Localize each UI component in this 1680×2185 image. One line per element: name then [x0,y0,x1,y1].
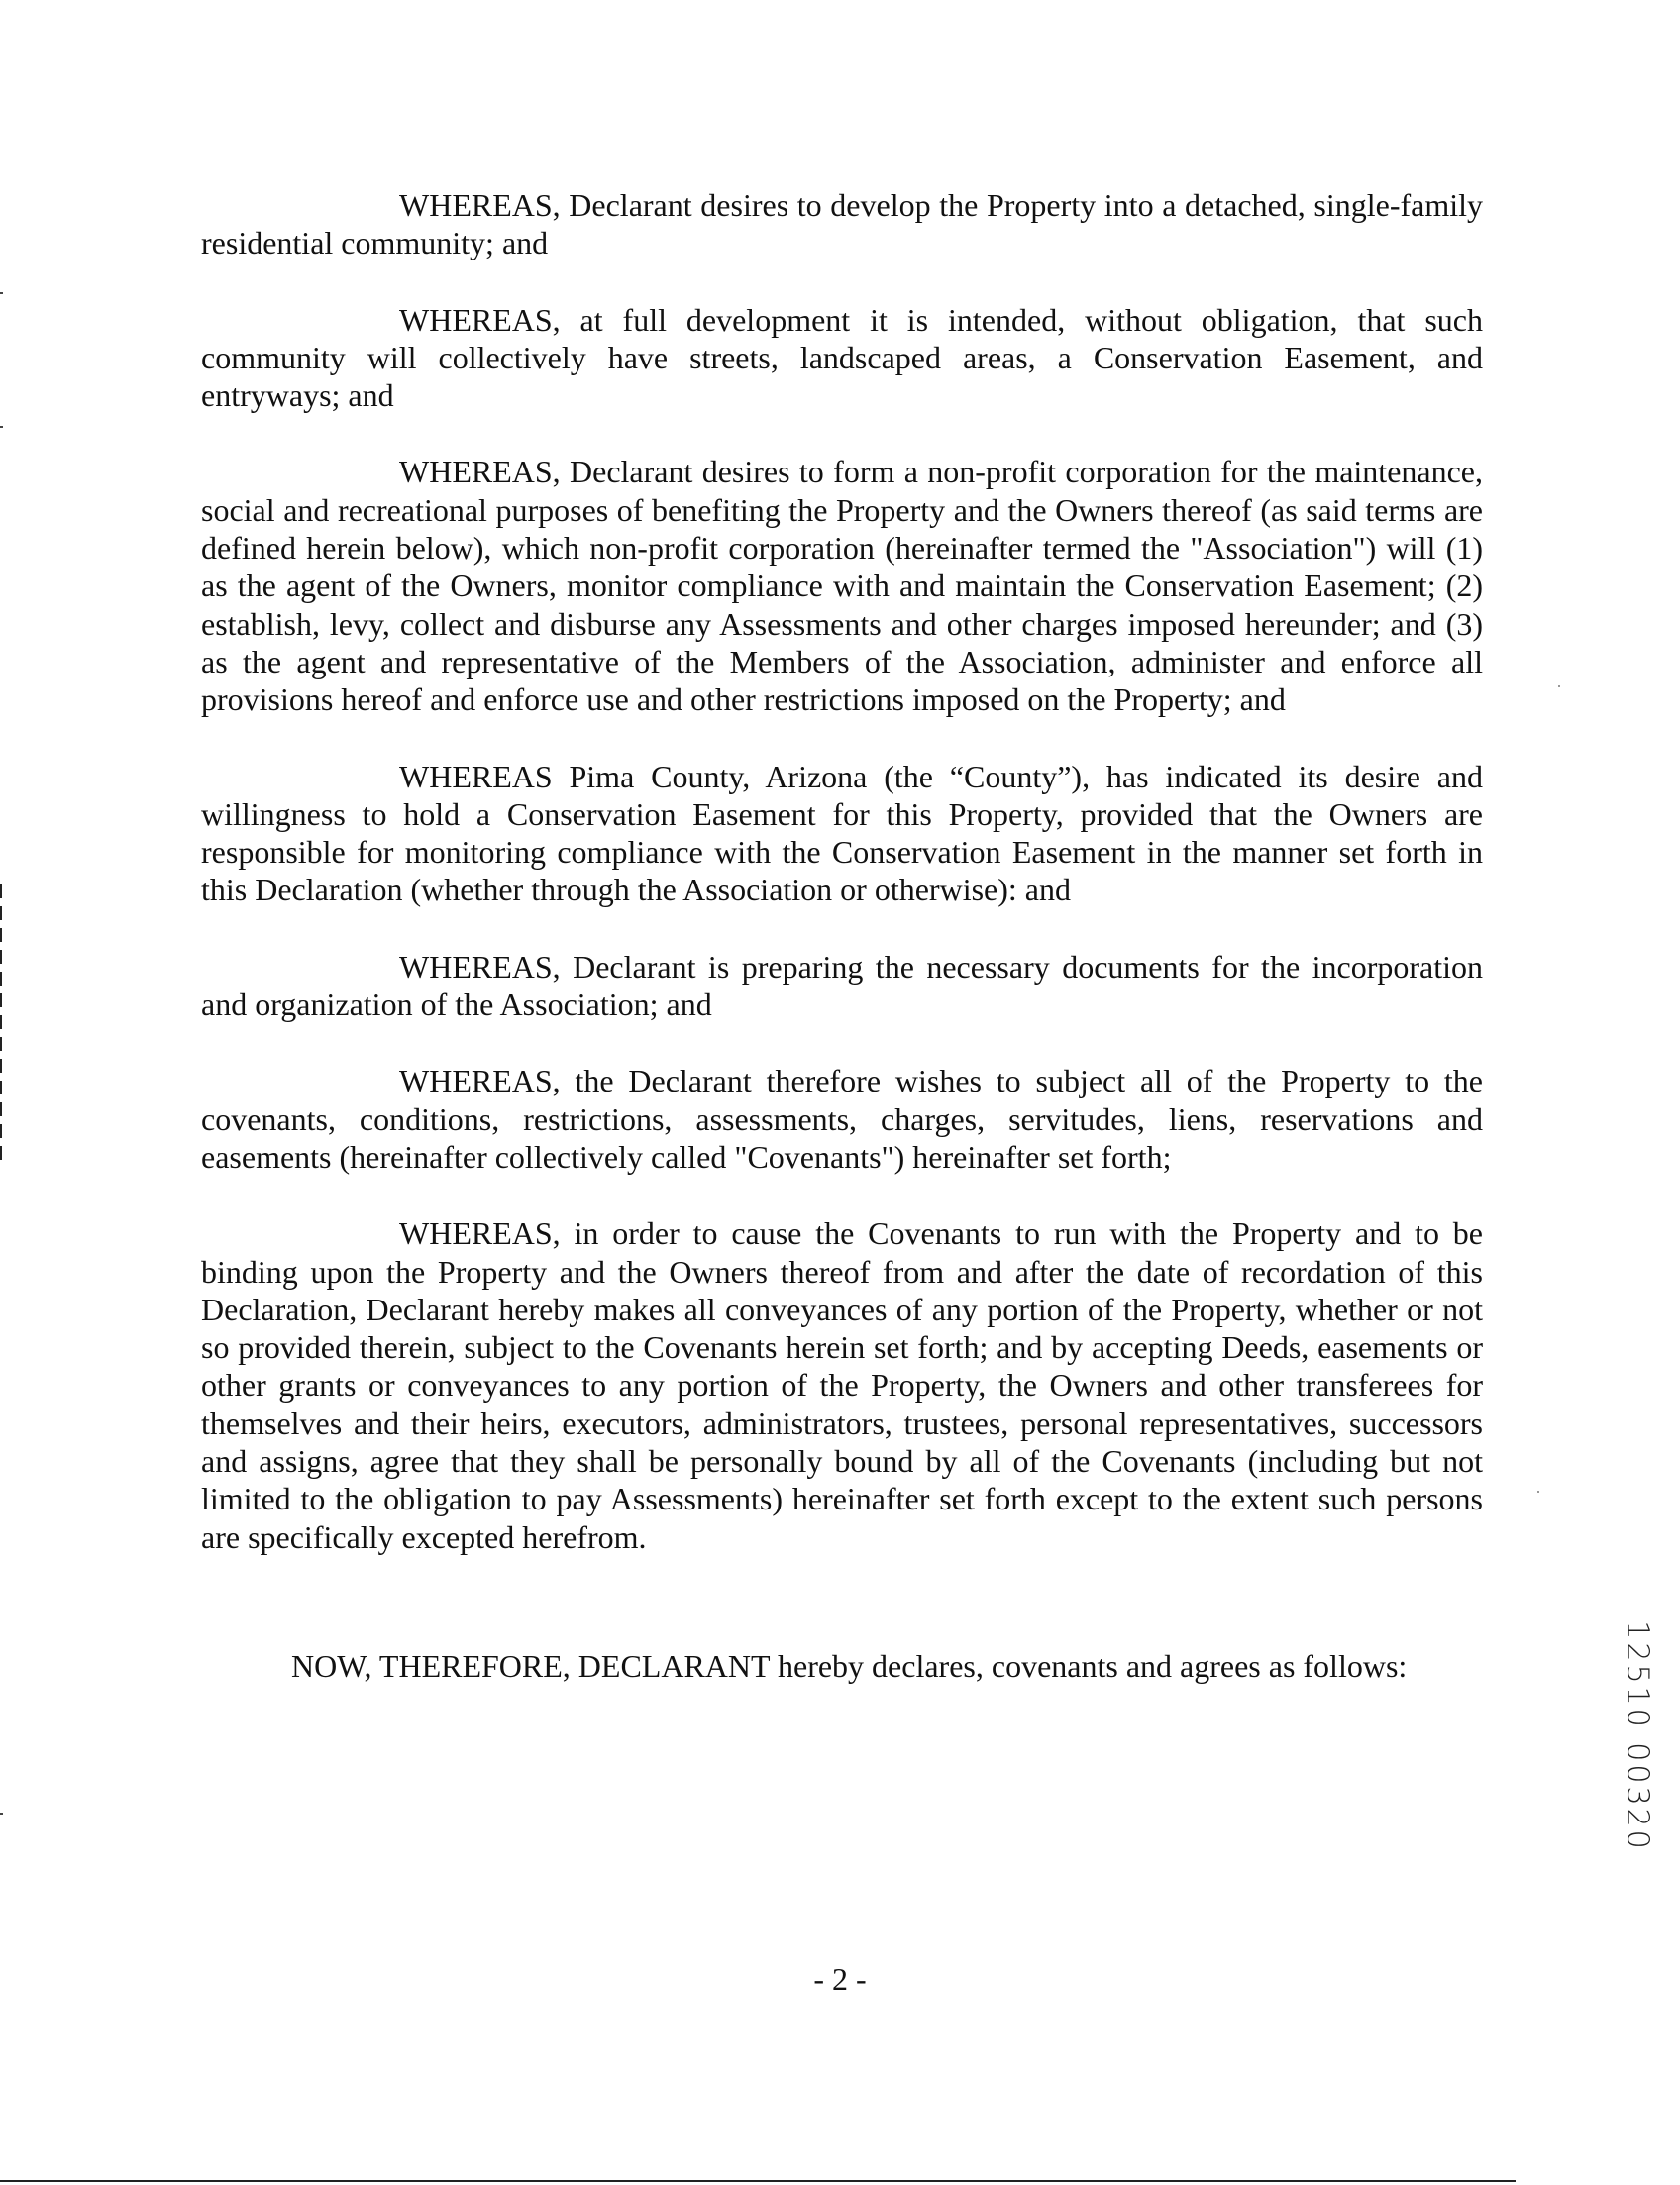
recital-paragraph-3: WHEREAS, Declarant desires to form a non-profit corporation for the maintenance, social and recreational purposes of benefiting the Property and the Owners thereof (as said terms are defined herein below), which non-profit corporation (hereinafter termed the "Association") will (1) as the agent of the Owners, monitor compliance with and maintain the Conservation Easement; (2) establish, levy, collect and disburse any Assessments and other charges imposed hereunder; and (3) as the agent and representative of the Members of the Association, administer and enforce all provisions hereof and enforce use and other restrictions imposed on the Property; and [201,454,1483,718]
recital-paragraph-5: WHEREAS, Declarant is preparing the necessary documents for the incorporation and organization of the Association; and [201,948,1483,1023]
recital-paragraph-7: WHEREAS, in order to cause the Covenants to run with the Property and to be binding upon the Property and the Owners thereof from and after the date of recordation of this Declaration, Declarant hereby makes all conveyances of any portion of the Property, whether or not so provided therein, subject to the Covenants herein set forth; and by accepting Deeds, easements or other grants or conveyances to any portion of the Property, the Owners and other transferees for themselves and their heirs, executors, administrators, trustees, personal representatives, successors and assigns, agree that they shall be personally bound by all of the Covenants (including but not limited to the obligation to pay Assessments) hereinafter set forth except to the extent such persons are specifically excepted herefrom. [201,1215,1483,1555]
bottom-edge-line [0,2180,1516,2182]
scan-edge-mark [0,884,2,1162]
recording-stamp [1621,1608,1654,1865]
document-body [201,186,1483,1556]
scan-speck [1558,685,1560,687]
recital-paragraph-1: WHEREAS, Declarant desires to develop the Property into a detached, single-family residential community; and [201,187,1483,261]
recording-stamp-number: 12510 00320 [1620,1620,1655,1852]
recital-paragraph-6: WHEREAS, the Declarant therefore wishes to subject all of the Property to the covenants, conditions, restrictions, assessments, charges, servitudes, liens, reservations and easements (hereinafter collectively called "Covenants") hereinafter set forth; [201,1063,1483,1175]
scan-edge-tick [0,1813,3,1815]
page-number: - 2 - [813,1961,867,1997]
scan-edge-tick [0,426,3,428]
recital-paragraph-2: WHEREAS, at full development it is intended, without obligation, that such community will collectively have streets, landscaped areas, a Conservation Easement, and entryways; and [201,301,1483,414]
scan-edge-tick [0,292,3,294]
scan-speck [1537,1491,1539,1493]
closing-statement: NOW, THEREFORE, DECLARANT hereby declares, covenants and agrees as follows: [291,1648,1408,1684]
recital-paragraph-4: WHEREAS Pima County, Arizona (the “County”), has indicated its desire and willingness to hold a Conservation Easement for this Property, provided that the Owners are responsible for monitoring compliance with the Conservation Easement in the manner set forth in this Declaration (whether through the Association or otherwise): and [201,758,1483,908]
